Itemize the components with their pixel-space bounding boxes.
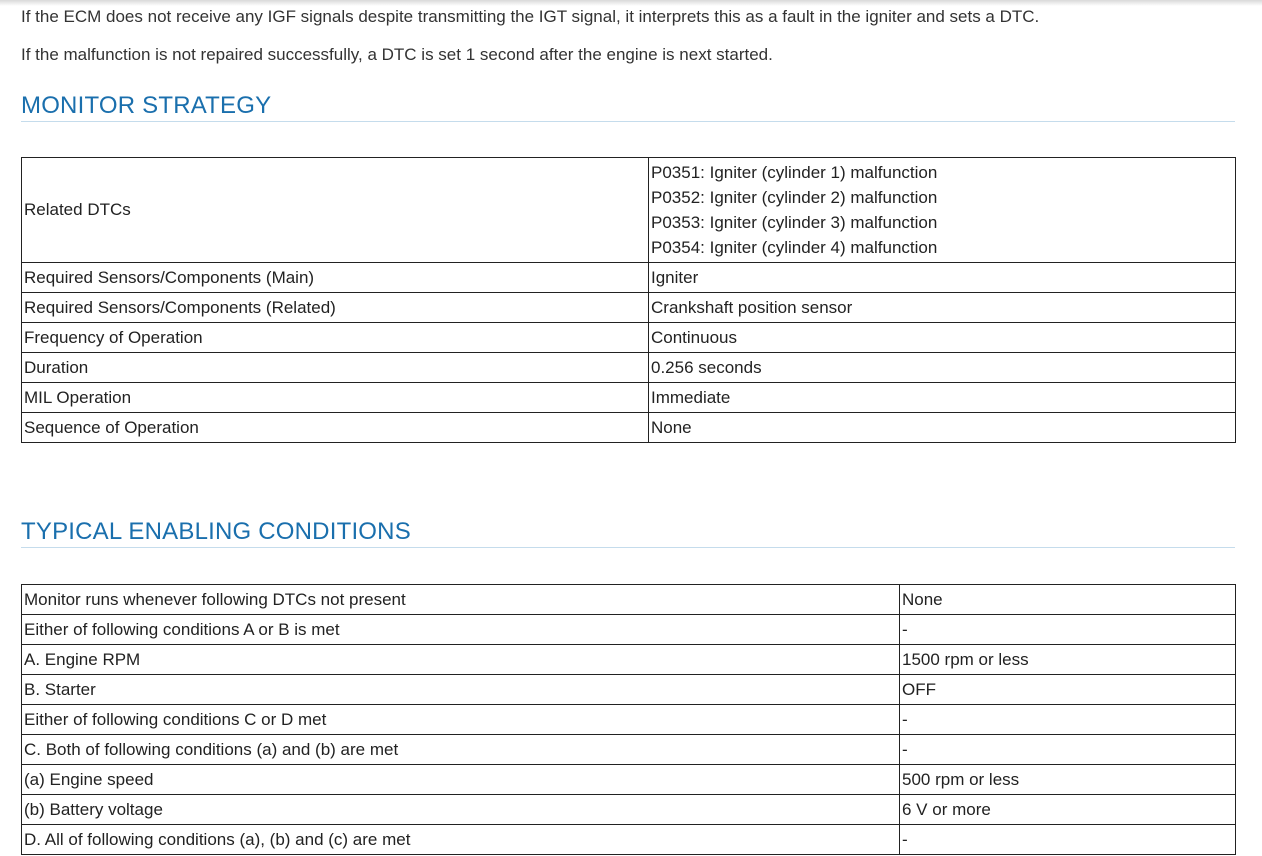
dtc-item: P0352: Igniter (cylinder 2) malfunction [651,188,938,207]
row-value: None [649,413,1236,443]
dtc-item: P0353: Igniter (cylinder 3) malfunction [651,213,938,232]
row-label: B. Starter [22,675,900,705]
intro-paragraph-1: If the ECM does not receive any IGF signals despite transmitting the IGT signal, it interprets this as a fault in the igniter and sets a DTC. [21,7,1040,26]
row-value: - [900,735,1236,765]
row-label: Frequency of Operation [22,323,649,353]
row-label: Monitor runs whenever following DTCs not present [22,585,900,615]
dtc-item: P0354: Igniter (cylinder 4) malfunction [651,238,938,257]
table-row [22,383,1236,413]
table-row [22,675,1236,705]
row-value: 500 rpm or less [900,765,1236,795]
top-shadow [0,0,1262,6]
row-label: Duration [22,353,649,383]
row-label: Either of following conditions C or D met [22,705,900,735]
row-label: Either of following conditions A or B is met [22,615,900,645]
table-row [22,293,1236,323]
table-row [22,735,1236,765]
dtc-item: P0351: Igniter (cylinder 1) malfunction [651,163,938,182]
row-label: Required Sensors/Components (Related) [22,293,649,323]
table-row [22,795,1236,825]
row-label: (b) Battery voltage [22,795,900,825]
row-label: MIL Operation [22,383,649,413]
table-row [22,413,1236,443]
monitor-strategy-heading: MONITOR STRATEGY [21,92,1235,122]
row-value: Continuous [649,323,1236,353]
row-label: (a) Engine speed [22,765,900,795]
monitor-strategy-table [21,157,1236,443]
row-value: Immediate [649,383,1236,413]
table-row [22,615,1236,645]
enabling-conditions-table [21,584,1236,855]
row-label: Sequence of Operation [22,413,649,443]
table-row [22,353,1236,383]
row-value: 1500 rpm or less [900,645,1236,675]
row-value: Crankshaft position sensor [649,293,1236,323]
row-value: - [900,705,1236,735]
table-row [22,765,1236,795]
row-value: - [900,615,1236,645]
row-value: 6 V or more [900,795,1236,825]
table-row [22,585,1236,615]
row-label: Related DTCs [22,158,649,263]
row-label: A. Engine RPM [22,645,900,675]
enabling-conditions-heading: TYPICAL ENABLING CONDITIONS [21,518,1235,548]
row-value: Igniter [649,263,1236,293]
table-row [22,263,1236,293]
intro-paragraph-2: If the malfunction is not repaired successfully, a DTC is set 1 second after the engine is next started. [21,45,773,64]
table-row [22,825,1236,855]
row-label: Required Sensors/Components (Main) [22,263,649,293]
table-row [22,645,1236,675]
table-row [22,705,1236,735]
row-value: OFF [900,675,1236,705]
related-dtcs-cell [649,158,1236,263]
row-value: None [900,585,1236,615]
row-value: - [900,825,1236,855]
table-row [22,323,1236,353]
table-row [22,158,1236,263]
row-value: 0.256 seconds [649,353,1236,383]
row-label: D. All of following conditions (a), (b) and (c) are met [22,825,900,855]
row-label: C. Both of following conditions (a) and (b) are met [22,735,900,765]
